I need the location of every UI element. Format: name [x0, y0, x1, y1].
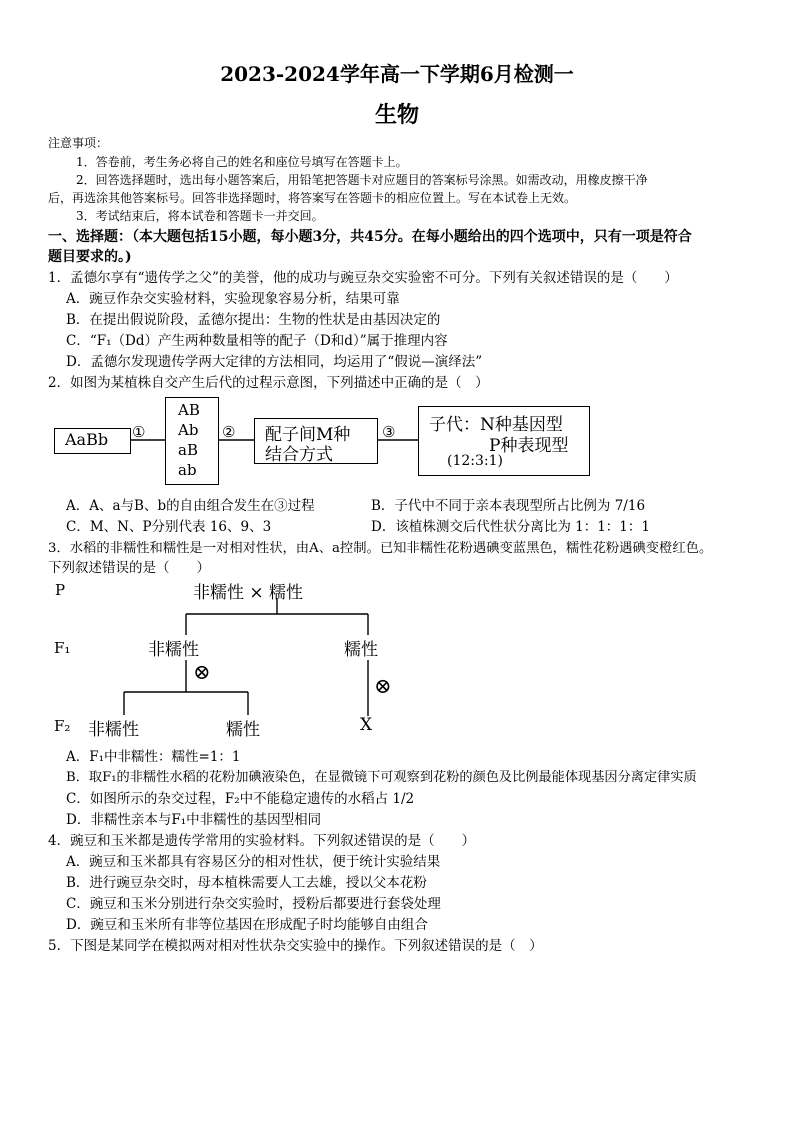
q2-option-c: C．M、N、P分别代表 16、9、3 [66, 519, 272, 535]
offspring-genotypes: 子代：N种基因型 [429, 415, 563, 435]
f1-non-waxy: 非糯性 [148, 635, 199, 660]
q2-option-b: B．子代中不同于亲本表现型所占比例为 7/16 [371, 498, 646, 514]
q4-option-a: A．豌豆和玉米都具有容易区分的相对性状，便于统计实验结果 [66, 854, 441, 870]
q3-option-c: C．如图所示的杂交过程，F₂中不能稳定遗传的水稻占 1/2 [66, 791, 415, 807]
q4-stem: 4．豌豆和玉米都是遗传学常用的实验材料。下列叙述错误的是（ ） [48, 833, 476, 849]
q4-option-d: D．豌豆和玉米所有非等位基因在形成配子时均能够自由组合 [66, 917, 428, 933]
q4-option-c: C．豌豆和玉米分别进行杂交实验时，授粉后都要进行套袋处理 [66, 896, 441, 912]
step-1-marker: ① [132, 423, 146, 441]
notice-item-2-cont: 后，再选涂其他答案标号。回答非选择题时，将答案写在答题卡的相应位置上。写在本试卷上无效。 [48, 191, 577, 205]
f2-unknown-x: X [360, 715, 373, 735]
q1-option-d: D．孟德尔发现遗传学两大定律的方法相同，均运用了“假说—演绎法” [66, 354, 483, 370]
subject-title: 生物 [374, 102, 419, 128]
q1-option-b: B．在提出假说阶段，孟德尔提出：生物的性状是由基因决定的 [66, 312, 441, 328]
f1-waxy: 糯性 [344, 635, 378, 660]
notice-item-1: 1．答卷前，考生务必将自己的姓名和座位号填写在答题卡上。 [76, 155, 408, 169]
parental-cross: 非糯性 × 糯性 [193, 583, 304, 603]
selfing-symbol-icon: ⊗ [374, 674, 392, 698]
q1-stem: 1．孟德尔享有“遗传学之父”的美誉，他的成功与豌豆杂交实验密不可分。下列有关叙述错误的是（ ） [48, 270, 678, 286]
combination-line-1: 配子间M种 [265, 425, 351, 445]
q3-option-d: D．非糯性亲本与F₁中非糯性的基因型相同 [66, 812, 322, 828]
q3-stem-1: 3．水稻的非糯性和糯性是一对相对性状，由A、a控制。已知非糯性花粉遇碘变蓝黑色，糯性花粉遇碘变橙红色。 [48, 541, 713, 556]
q2-option-d: D．该植株测交后代性状分离比为 1：1：1：1 [371, 519, 650, 535]
selfing-symbol-icon: ⊗ [193, 660, 211, 684]
gamete-ab-upper: AB [178, 401, 200, 419]
q2-option-a: A．A、a与B、b的自由组合发生在③过程 [66, 498, 315, 514]
section-heading-cont: 题目要求的。) [48, 249, 132, 265]
generation-f1-label: F₁ [54, 639, 71, 657]
notice-heading: 注意事项： [48, 136, 109, 150]
combination-line-2: 结合方式 [265, 445, 333, 465]
notice-item-2: 2．回答选择题时，选出每小题答案后，用铅笔把答题卡对应题目的答案标号涂黑。如需改动，用橡皮擦干净 [76, 173, 648, 187]
q1-option-a: A．豌豆作杂交实验材料，实验现象容易分析，结果可靠 [66, 291, 400, 307]
notice-item-3: 3．考试结束后，将本试卷和答题卡一并交回。 [76, 209, 324, 223]
parent-genotype: AaBb [65, 430, 109, 449]
q4-option-b: B．进行豌豆杂交时，母本植株需要人工去雄，授以父本花粉 [66, 875, 427, 891]
q3-option-a: A．F₁中非糯性：糯性=1：1 [66, 749, 241, 765]
offspring-ratio: (12:3:1) [447, 453, 503, 469]
step-2-marker: ② [222, 423, 236, 441]
gamete-ab-mixed-2: aB [178, 441, 198, 459]
step-3-marker: ③ [382, 423, 396, 441]
q5-stem: 5．下图是某同学在模拟两对相对性状杂交实验中的操作。下列叙述错误的是（ ） [48, 938, 543, 954]
offspring-phenotypes: P种表现型 [489, 436, 569, 456]
q1-option-c: C．“F₁（Dd）产生两种数量相等的配子（D和d）”属于推理内容 [66, 333, 448, 349]
f2-non-waxy: 非糯性 [88, 715, 139, 740]
q3-option-b: B．取F₁的非糯性水稻的花粉加碘液染色，在显微镜下可观察到花粉的颜色及比例最能体现基因分离定律实质 [66, 770, 697, 785]
gamete-ab-mixed: Ab [178, 421, 199, 439]
q2-stem: 2．如图为某植株自交产生后代的过程示意图，下列描述中正确的是（ ） [48, 375, 489, 391]
q3-stem-2: 下列叙述错误的是（ ） [48, 560, 210, 576]
f2-waxy: 糯性 [226, 715, 260, 740]
exam-title: 2023-2024学年高一下学期6月检测一 [220, 62, 574, 86]
generation-p-label: P [55, 581, 66, 599]
gamete-ab-lower: ab [178, 461, 197, 479]
generation-f2-label: F₂ [54, 717, 71, 735]
section-heading: 一、选择题：（本大题包括15小题，每小题3分，共45分。在每小题给出的四个选项中，只有一项是符合 [48, 229, 692, 245]
